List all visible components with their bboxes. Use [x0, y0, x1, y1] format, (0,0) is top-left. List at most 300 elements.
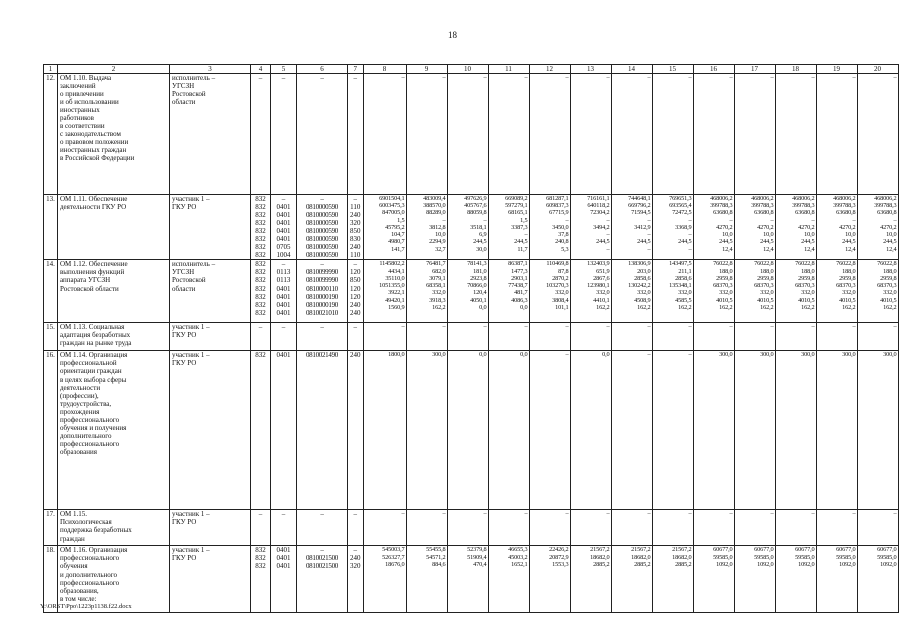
executor-cell [170, 510, 251, 546]
target-article-cell [297, 351, 348, 510]
amount-cell [775, 195, 816, 260]
cell-line: 0401 [276, 219, 291, 228]
cell-line: 832 [255, 276, 266, 285]
cell-line: 4010,5 [757, 296, 774, 304]
executor-cell [170, 74, 251, 195]
cell-line: 4270,2 [880, 223, 897, 231]
header-cell: 3 [170, 65, 251, 74]
cell-line: – [320, 323, 324, 332]
cell-line: 300,0 [760, 351, 774, 359]
cell-line: 832 [255, 219, 266, 228]
header-cell: 1 [44, 65, 58, 74]
amount-cell [857, 74, 898, 195]
cell-line: – [565, 351, 569, 359]
cell-line: 110469,8 [546, 260, 569, 268]
cell-line: 669796,2 [628, 202, 651, 210]
target-article-cell [297, 510, 348, 546]
cell-line: – [483, 510, 487, 518]
cell-line: 669089,2 [505, 195, 528, 202]
cell-line: 244,5 [883, 238, 897, 246]
cell-line: 123980,1 [587, 282, 610, 290]
table-row [44, 260, 899, 323]
amount-cell [447, 510, 488, 546]
amount-cell [611, 74, 652, 195]
cell-line: 143497,5 [669, 260, 692, 268]
cell-line: 10,0 [763, 231, 774, 239]
cell-line: 188,0 [883, 267, 897, 275]
cell-line: 0810000590 [305, 227, 338, 236]
cell-line: – [893, 510, 897, 518]
cell-line: 12,4 [804, 245, 815, 253]
cell-line: 832 [255, 260, 266, 269]
grbs-code-cell [251, 323, 271, 351]
cell-line: о правовом положении [60, 138, 129, 147]
cell-line: 832 [255, 243, 266, 252]
cell-line: 10,0 [722, 231, 733, 239]
cell-line: 45795,2 [385, 223, 405, 231]
cell-line: 0,0 [602, 351, 610, 359]
cell-line: 2858,6 [634, 274, 651, 282]
cell-line: 769651,3 [669, 195, 692, 202]
cell-line: выполнения функций [60, 268, 125, 277]
cell-line: – [258, 323, 263, 332]
cell-line: ГКУ РО [172, 203, 197, 212]
header-cell: 6 [297, 65, 348, 74]
cell-line: – [729, 74, 733, 81]
measure-name [58, 323, 170, 351]
cell-line: 10,0 [845, 231, 856, 239]
table-row [44, 195, 899, 260]
amount-cell [611, 195, 652, 260]
cell-line: – [524, 74, 528, 81]
amount-cell [570, 323, 611, 351]
cell-line: 832 [255, 251, 266, 260]
cell-line: 244,5 [842, 238, 856, 246]
cell-line: 45003,2 [508, 553, 528, 561]
cell-line: 1477,3 [511, 267, 528, 275]
cell-line: – [353, 260, 357, 269]
cell-line: в том числе: [60, 594, 97, 603]
amount-cell [693, 351, 734, 510]
cell-line: 1092,0 [757, 560, 774, 568]
cell-line: иностранных граждан [60, 146, 127, 155]
expense-type-cell [348, 74, 364, 195]
cell-line: ОМ 1.10. Выдача [60, 74, 112, 82]
cell-line: – [852, 216, 856, 224]
cell-line: 0810000590 [305, 235, 338, 244]
cell-line: Ростовской [172, 90, 206, 99]
cell-line: 1800,0 [388, 351, 405, 359]
cell-line: – [647, 351, 651, 359]
cell-line: 597279,1 [505, 202, 528, 210]
amount-cell [529, 260, 570, 323]
amount-cell [570, 260, 611, 323]
header-cell: 7 [348, 65, 364, 74]
cell-line: – [606, 245, 610, 253]
cell-line: 3518,1 [470, 223, 487, 231]
amount-cell [488, 195, 529, 260]
amount-cell [857, 260, 898, 323]
expense-type-cell [348, 546, 364, 613]
cell-line: 188,0 [801, 267, 815, 275]
cell-line: 4980,7 [388, 238, 405, 246]
amount-cell [570, 74, 611, 195]
cell-line: 162,2 [842, 303, 856, 311]
cell-line: участник 1 – [172, 546, 210, 555]
cell-line: в целях выбора сферы [60, 375, 127, 384]
amount-cell [529, 323, 570, 351]
cell-line: 63680,8 [836, 209, 856, 217]
cell-line: 2294,9 [429, 238, 446, 246]
amount-cell [857, 546, 898, 613]
amount-cell [447, 546, 488, 613]
cell-line: 0810000590 [305, 219, 338, 228]
cell-line: 132403,9 [587, 260, 610, 268]
cell-line: 244,5 [760, 238, 774, 246]
cell-line: – [729, 323, 733, 331]
cell-line: 4010,5 [716, 296, 733, 304]
cell-line: 0810021500 [305, 562, 338, 571]
cell-line: 832 [255, 546, 266, 555]
cell-line: 21567,2 [590, 546, 610, 554]
cell-line: – [770, 510, 774, 518]
cell-line: 399788,3 [833, 202, 856, 210]
executor-cell [170, 260, 251, 323]
cell-line: – [524, 231, 528, 239]
amount-cell [363, 260, 406, 323]
cell-line: 716161,1 [587, 195, 610, 202]
amount-cell [529, 74, 570, 195]
cell-line: 120,4 [473, 289, 487, 297]
cell-line: (профессии), [60, 391, 99, 400]
cell-line: 120 [350, 292, 361, 301]
cell-line: 162,2 [596, 303, 610, 311]
cell-line: ОМ 1.14. Организация [60, 351, 128, 360]
grbs-code-cell [251, 260, 271, 323]
cell-line: 4050,1 [470, 296, 487, 304]
row-number: 16. [44, 351, 58, 510]
cell-line: 32,7 [435, 245, 446, 253]
cell-line: 76022,8 [754, 260, 774, 268]
cell-line: 399788,3 [792, 202, 815, 210]
cell-line: 46655,3 [508, 546, 528, 554]
grbs-code-cell [251, 74, 271, 195]
header-cell: 18 [775, 65, 816, 74]
cell-line: 0810000590 [305, 211, 338, 220]
header-cell: 5 [271, 65, 297, 74]
cell-line: 847005,0 [382, 209, 405, 217]
cell-line: 244,5 [514, 238, 528, 246]
cell-line: 468006,2 [874, 195, 897, 202]
cell-line: – [353, 74, 357, 82]
cell-line: – [688, 351, 692, 359]
cell-line: профессионального [60, 554, 120, 563]
cell-line: – [483, 216, 487, 224]
amount-cell [447, 323, 488, 351]
row-number: 13. [44, 195, 58, 260]
cell-line: 22426,2 [549, 546, 569, 554]
cell-line: 76022,8 [795, 260, 815, 268]
cell-line: 832 [255, 268, 266, 277]
cell-line: 6,9 [479, 231, 487, 239]
amount-cell [734, 74, 775, 195]
cell-line: 244,5 [801, 238, 815, 246]
cell-line: 78141,3 [467, 260, 487, 268]
cell-line: 332,0 [842, 289, 856, 297]
cell-line: – [524, 323, 528, 331]
cell-line: – [729, 510, 733, 518]
section-code-cell [271, 510, 297, 546]
cell-line: 52379,8 [467, 546, 487, 554]
cell-line: дополнительного [60, 431, 112, 440]
cell-line: 4270,2 [757, 223, 774, 231]
cell-line: 49420,1 [385, 296, 405, 304]
cell-line: 18682,0 [590, 553, 610, 561]
cell-line: граждан [60, 534, 85, 543]
cell-line: – [811, 216, 815, 224]
cell-line: – [811, 510, 815, 518]
cell-line: 86387,1 [508, 260, 528, 268]
executor-cell [170, 351, 251, 510]
header-cell: 14 [611, 65, 652, 74]
cell-line: – [353, 195, 357, 203]
table-row [44, 323, 899, 351]
cell-line: Ростовской области [60, 284, 119, 293]
cell-line: 693565,4 [669, 202, 692, 210]
cell-line: 2870,2 [552, 274, 569, 282]
file-path-footer: Y:\ORST\Ppo\1223p1138.f22.docx [40, 603, 132, 610]
cell-line: исполнитель – [172, 260, 216, 269]
header-cell: 19 [816, 65, 857, 74]
cell-line: – [258, 510, 263, 519]
cell-line: 60677,0 [795, 546, 815, 554]
cell-line: 76022,8 [836, 260, 856, 268]
cell-line: 110 [350, 251, 361, 260]
cell-line: – [688, 323, 692, 331]
cell-line: 300,0 [883, 351, 897, 359]
amount-cell [734, 195, 775, 260]
amount-cell [816, 351, 857, 510]
cell-line: – [281, 195, 286, 203]
cell-line: прохождения [60, 407, 100, 416]
cell-line: ГКУ РО [172, 331, 197, 340]
amount-cell [652, 510, 693, 546]
cell-line: 0810000190 [305, 292, 338, 301]
cell-line: ГКУ РО [172, 359, 197, 368]
amount-cell [734, 510, 775, 546]
cell-line: обучения [60, 562, 88, 571]
page-number: 18 [448, 30, 457, 40]
cell-line: 120 [350, 284, 361, 293]
cell-line: – [565, 510, 569, 518]
measure-name [58, 351, 170, 510]
amount-cell [816, 510, 857, 546]
cell-line: 497626,9 [464, 195, 487, 202]
cell-line: 4010,5 [880, 296, 897, 304]
cell-line: ОМ 1.15. [60, 510, 88, 519]
budget-table [43, 64, 899, 613]
cell-line: – [893, 216, 897, 224]
cell-line: 1051355,0 [379, 282, 405, 290]
cell-line: Психологическая [60, 518, 112, 527]
cell-line: – [353, 323, 357, 332]
cell-line: 240 [350, 243, 361, 252]
cell-line: 68370,3 [713, 282, 733, 290]
cell-line: 681287,1 [546, 195, 569, 202]
amount-cell [775, 351, 816, 510]
cell-line: – [893, 74, 897, 81]
cell-line: – [811, 74, 815, 81]
amount-cell [857, 323, 898, 351]
table-body [44, 65, 899, 613]
row-number: 18. [44, 546, 58, 613]
amount-cell [570, 510, 611, 546]
cell-line: 244,5 [678, 238, 692, 246]
amount-cell [363, 323, 406, 351]
amount-cell [652, 323, 693, 351]
cell-line: 0401 [276, 351, 291, 360]
cell-line: – [647, 510, 651, 518]
cell-line: 832 [255, 351, 266, 360]
cell-line: 12,4 [886, 245, 897, 253]
header-cell: 16 [693, 65, 734, 74]
amount-cell [363, 510, 406, 546]
cell-line: 4270,2 [798, 223, 815, 231]
cell-line: обучения и получения [60, 423, 127, 432]
cell-line: 203,0 [637, 267, 651, 275]
cell-line: ГКУ РО [172, 518, 197, 527]
cell-line: 60677,0 [713, 546, 733, 554]
cell-line: 468006,2 [710, 195, 733, 202]
cell-line: 850 [350, 276, 361, 285]
amount-cell [652, 351, 693, 510]
cell-line: 188,0 [842, 267, 856, 275]
cell-line: – [606, 231, 610, 239]
cell-line: 3812,8 [429, 223, 446, 231]
cell-line: 332,0 [596, 289, 610, 297]
header-cell: 2 [58, 65, 170, 74]
row-number: 15. [44, 323, 58, 351]
cell-line: 332,0 [678, 289, 692, 297]
cell-line: 0810000590 [305, 243, 338, 252]
cell-line: – [770, 74, 774, 81]
amount-cell [406, 195, 447, 260]
expense-type-cell [348, 351, 364, 510]
cell-line: 4086,3 [511, 296, 528, 304]
cell-line: – [852, 510, 856, 518]
cell-line: 0113 [276, 268, 291, 277]
cell-line: 388570,0 [423, 202, 446, 210]
amount-cell [529, 351, 570, 510]
cell-line: 0401 [276, 562, 291, 571]
cell-line: 468006,2 [792, 195, 815, 202]
cell-line: 682,0 [432, 267, 446, 275]
cell-line: ОМ 1.11. Обеспечение [60, 195, 128, 203]
cell-line: 2885,2 [675, 560, 692, 568]
cell-line: – [647, 245, 651, 253]
cell-line: 110 [350, 203, 361, 212]
header-cell: 17 [734, 65, 775, 74]
amount-cell [816, 323, 857, 351]
cell-line: – [606, 323, 610, 331]
amount-cell [488, 260, 529, 323]
cell-line: 0401 [276, 227, 291, 236]
cell-line: 1652,1 [511, 560, 528, 568]
cell-line: 63680,8 [877, 209, 897, 217]
cell-line: 399788,3 [874, 202, 897, 210]
cell-line: – [852, 323, 856, 331]
cell-line: 0401 [276, 292, 291, 301]
cell-line: 4410,1 [593, 296, 610, 304]
cell-line: 6003475,3 [379, 202, 405, 210]
cell-line: 59585,0 [795, 553, 815, 561]
cell-line: трудоустройства, [60, 399, 112, 408]
cell-line: – [320, 260, 324, 269]
amount-cell [693, 195, 734, 260]
cell-line: – [320, 546, 324, 555]
cell-line: 405767,6 [464, 202, 487, 210]
cell-line: 3922,1 [388, 289, 405, 297]
cell-line: 0401 [276, 284, 291, 293]
cell-line: 63680,8 [795, 209, 815, 217]
cell-line: 4010,5 [839, 296, 856, 304]
cell-line: – [688, 216, 692, 224]
cell-line: исполнитель – [172, 74, 216, 82]
cell-line: 103270,3 [546, 282, 569, 290]
cell-line: 3918,3 [429, 296, 446, 304]
cell-line: профессиональной [60, 359, 117, 368]
cell-line: 11,7 [517, 245, 528, 253]
header-cell: 20 [857, 65, 898, 74]
cell-line: ОМ 1.12. Обеспечение [60, 260, 128, 269]
amount-cell [406, 260, 447, 323]
amount-cell [529, 546, 570, 613]
cell-line: 0,0 [520, 351, 528, 359]
cell-line: – [320, 195, 324, 203]
cell-line: ориентации граждан [60, 367, 122, 376]
cell-line: 68370,3 [795, 282, 815, 290]
cell-line: 830 [350, 235, 361, 244]
amount-cell [529, 195, 570, 260]
cell-line: профессионального [60, 439, 120, 448]
amount-cell [652, 195, 693, 260]
cell-line: 0401 [276, 300, 291, 309]
cell-line: 609837,3 [546, 202, 569, 210]
cell-line: 832 [255, 292, 266, 301]
cell-line: 332,0 [637, 289, 651, 297]
cell-line: 468006,2 [751, 195, 774, 202]
cell-line: 162,2 [678, 303, 692, 311]
cell-line: 244,5 [473, 238, 487, 246]
cell-line: – [442, 216, 446, 224]
cell-line: работников [60, 114, 94, 123]
cell-line: 10,0 [435, 231, 446, 239]
cell-line: деятельности [60, 383, 101, 392]
cell-line: 332,0 [432, 289, 446, 297]
cell-line: 4010,5 [798, 296, 815, 304]
cell-line: 70866,0 [467, 282, 487, 290]
cell-line: – [647, 216, 651, 224]
cell-line: 72472,5 [672, 209, 692, 217]
measure-name [58, 74, 170, 195]
grbs-code-cell [251, 546, 271, 613]
cell-line: 0810099990 [305, 276, 338, 285]
cell-line: 244,5 [719, 238, 733, 246]
amount-cell [488, 351, 529, 510]
amount-cell [611, 510, 652, 546]
amount-cell [363, 74, 406, 195]
cell-line: 68165,1 [508, 209, 528, 217]
